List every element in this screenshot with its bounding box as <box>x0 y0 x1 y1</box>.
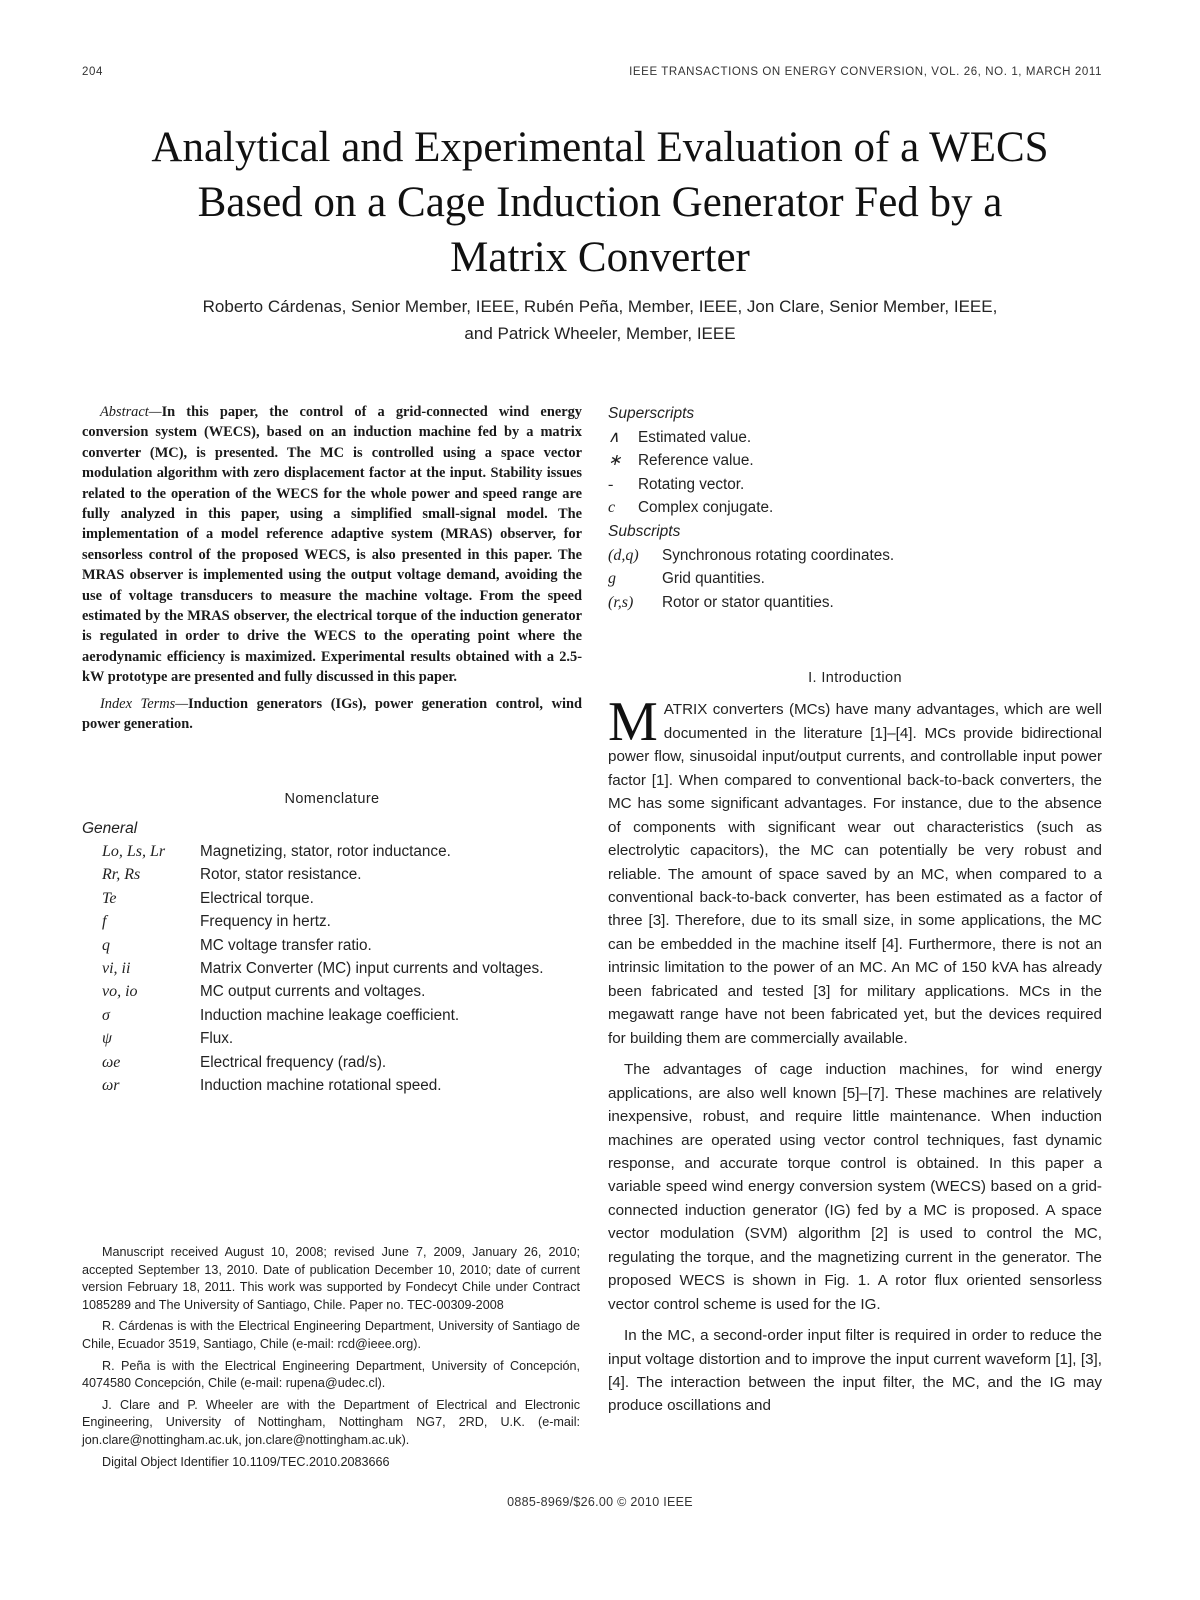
left-column <box>82 402 582 1097</box>
nomenclature-symbol: f <box>102 913 107 931</box>
nomenclature-definition: Induction machine rotational speed. <box>200 1077 442 1095</box>
nomenclature-row <box>608 496 1102 520</box>
nomenclature-definition: Grid quantities. <box>662 570 765 588</box>
nomenclature-definition: Synchronous rotating coordinates. <box>662 546 895 564</box>
nomenclature-symbol: - <box>608 475 614 493</box>
nomenclature-definition: Induction machine leakage coefficient. <box>200 1006 460 1024</box>
nomenclature-symbol: σ <box>102 1006 110 1024</box>
nomenclature-definition: Rotating vector. <box>638 475 745 493</box>
subscripts-table <box>608 544 1102 615</box>
nomenclature-symbol: ∧ <box>608 428 620 446</box>
drop-cap: M <box>608 691 658 754</box>
nomenclature-definition: Rotor, stator resistance. <box>200 866 362 884</box>
index-terms-label: Index Terms— <box>100 695 189 712</box>
nomenclature-heading: Nomenclature <box>284 790 380 807</box>
nomenclature-row <box>608 544 1102 568</box>
author-line: Roberto Cárdenas, Senior Member, IEEE, Rubén Peña, Member, IEEE, Jon Clare, Senior Member, IEEE, <box>202 297 998 316</box>
abstract-text: In this paper, the control of a grid-connected wind energy conversion system (WECS), based on an induction machine fed by a matrix converter (MC), is presented. The MC is controlled using a space vector modulation algorithm with zero displacement factor at the input. Stability issues related to the operation of the WECS for the whole power and speed range are fully analyzed in this paper, using a simplified small-signal model. The implementation of a model reference adaptive system (MRAS) observer, for sensorless control of the proposed WECS, is also presented in this paper. The MRAS observer is implemented using the output voltage demand, avoiding the use of voltage transducers to measure the machine voltage. From the speed estimated by the MRAS observer, the electrical torque of the induction generator is regulated in order to drive the WECS to the operating point where the aerodynamic efficiency is maximized. Experimental results obtained with a 2.5-kW prototype are presented and fully discussed in this paper. <box>82 404 582 686</box>
nomenclature-symbol: ωe <box>102 1053 121 1071</box>
abstract-label: Abstract— <box>100 404 162 420</box>
nomenclature-symbol: Te <box>102 889 117 907</box>
nomenclature-symbol: q <box>102 936 110 954</box>
footnote: Manuscript received August 10, 2008; revised June 7, 2009, January 26, 2010; accepted September 13, 2010. Date of publication December 10, 2010; date of current version February 18, 2011. This work was supported by Fondecyt Chile under Contract 1085289 and The University of Santiago, Chile. Paper no. TEC-00309-2008 <box>82 1245 580 1312</box>
nomenclature-row <box>82 840 582 863</box>
title-line: Based on a Cage Induction Generator Fed by a <box>197 179 1003 226</box>
intro-paragraph: In the MC, a second-order input filter is required in order to reduce the input voltage distortion and to improve the input current waveform [1], [3], [4]. The interaction between the input filter, the MC, and the IG may produce oscillations and <box>608 1327 1102 1415</box>
nomenclature-row <box>82 1004 582 1027</box>
nomenclature-row <box>82 910 582 933</box>
nomenclature-definition: Reference value. <box>638 452 754 470</box>
abstract <box>82 402 582 688</box>
title-line: Matrix Converter <box>450 234 750 281</box>
subscripts-label: Subscripts <box>608 522 681 540</box>
nomenclature-general-table <box>82 840 582 1097</box>
nomenclature-definition: MC output currents and voltages. <box>200 983 426 1001</box>
author-line: and Patrick Wheeler, Member, IEEE <box>464 324 736 343</box>
nomenclature-definition: Matrix Converter (MC) input currents and voltages. <box>200 960 544 978</box>
footnotes <box>82 1244 580 1475</box>
nomenclature-symbol: (r,s) <box>608 593 634 611</box>
nomenclature-row <box>82 887 582 910</box>
nomenclature-definition: Rotor or stator quantities. <box>662 593 834 611</box>
nomenclature-symbol: Rr, Rs <box>102 866 141 884</box>
intro-paragraph <box>608 691 1102 1050</box>
index-terms-text: Induction generators (IGs), power generation control, wind power generation. <box>82 695 582 733</box>
nomenclature-row <box>608 426 1102 450</box>
copyright-footer: 0885-8969/$26.00 © 2010 IEEE <box>507 1495 693 1509</box>
nomenclature-row <box>82 1074 582 1097</box>
right-column <box>608 402 1102 1426</box>
nomenclature-definition: MC voltage transfer ratio. <box>200 936 372 954</box>
nomenclature-definition: Electrical frequency (rad/s). <box>200 1053 387 1071</box>
footnote: R. Peña is with the Electrical Engineering Department, University of Concepción, 4074580 Concepción, Chile (e-mail: rupena@udec.cl). <box>82 1358 580 1391</box>
nomenclature-row <box>608 473 1102 497</box>
nomenclature-symbol: ψ <box>102 1030 112 1048</box>
nomenclature-definition: Flux. <box>200 1030 234 1048</box>
index-terms <box>82 694 582 735</box>
nomenclature-row <box>82 934 582 957</box>
footnote: J. Clare and P. Wheeler are with the Department of Electrical and Electronic Engineering, University of Nottingham, Nottingham NG7, 2RD, U.K. (e-mail: jon.clare@nottingham.ac.uk, jon.clare@nottingham.ac.uk). <box>82 1397 580 1447</box>
nomenclature-symbol: c <box>608 499 616 517</box>
title-line: Analytical and Experimental Evaluation of a WECS <box>151 124 1049 171</box>
nomenclature-definition: Magnetizing, stator, rotor inductance. <box>200 843 451 860</box>
nomenclature-symbol: (d,q) <box>608 546 639 564</box>
nomenclature-symbol: vi, ii <box>102 960 131 978</box>
nomenclature-row <box>82 980 582 1003</box>
footnote: R. Cárdenas is with the Electrical Engineering Department, University of Santiago de Chile, Ecuador 3519, Santiago, Chile (e-mail: rcd@ieee.org). <box>82 1319 580 1351</box>
running-head <box>82 66 1102 82</box>
nomenclature-definition: Frequency in hertz. <box>200 913 331 931</box>
journal-header: IEEE TRANSACTIONS ON ENERGY CONVERSION, VOL. 26, NO. 1, MARCH 2011 <box>629 66 1102 78</box>
nomenclature-row <box>608 449 1102 473</box>
nomenclature-row <box>82 1027 582 1050</box>
nomenclature-symbol: ∗ <box>608 452 622 470</box>
nomenclature-row <box>82 1051 582 1074</box>
nomenclature-row <box>608 567 1102 591</box>
nomenclature-symbol: Lo, Ls, Lr <box>102 843 166 860</box>
nomenclature-row <box>82 957 582 980</box>
nomenclature-definition: Estimated value. <box>638 428 752 446</box>
author-list <box>90 293 1110 347</box>
superscripts-label: Superscripts <box>608 405 695 422</box>
nomenclature-symbol: vo, io <box>102 983 138 1001</box>
footnote: Digital Object Identifier 10.1109/TEC.2010.2083666 <box>102 1454 390 1469</box>
page-number: 204 <box>82 66 103 78</box>
intro-paragraph-text: ATRIX converters (MCs) have many advantages, which are well documented in the literature [1]–[4]. MCs provide bidirectional power flow, sinusoidal input/output currents, and controllable input power factor [1]. When compared to conventional back-to-back converters, the MC has some significant advantages. For instance, due to the absence of components with significant wear out characteristics (such as electrolytic capacitors), the MC can potentially be very robust and reliable. The amount of space saved by an MC, when compared to a conventional back-to-back converter, has been estimated as a factor of three [3]. Therefore, due to its small size, in some applications, the MC can be embedded in the machine itself [4]. Furthermore, there is not an intrinsic limitation to the power of an MC. An MC of 150 kVA has already been fabricated and tested [3] for military applications. MCs in the megawatt range have not been fabricated yet, but the devices required for building them are commercially available. <box>608 701 1102 1047</box>
nomenclature-definition: Complex conjugate. <box>638 499 774 517</box>
introduction-heading: I. Introduction <box>808 670 902 687</box>
paper-title <box>60 120 1140 285</box>
nomenclature-symbol: ωr <box>102 1077 120 1095</box>
nomenclature-row <box>608 591 1102 615</box>
nomenclature-row <box>82 863 582 886</box>
nomenclature-symbol: g <box>608 570 616 588</box>
superscripts-table <box>608 426 1102 520</box>
nomenclature-definition: Electrical torque. <box>200 889 314 907</box>
intro-paragraph: The advantages of cage induction machines, for wind energy applications, are also well known [5]–[7]. These machines are relatively inexpensive, robust, and require little maintenance. When induction machines are operated using vector control techniques, fast dynamic response, and accurate torque control is obtained. In this paper a variable speed wind energy conversion system (WECS) based on a grid-connected induction generator (IG) fed by a MC is proposed. A space vector modulation (SVM) algorithm [2] is used to control the MC, regulating the torque, and the magnetizing current in the generator. The proposed WECS is shown in Fig. 1. A rotor flux oriented sensorless vector control scheme is used for the IG. <box>608 1061 1102 1313</box>
general-label: General <box>82 819 138 837</box>
